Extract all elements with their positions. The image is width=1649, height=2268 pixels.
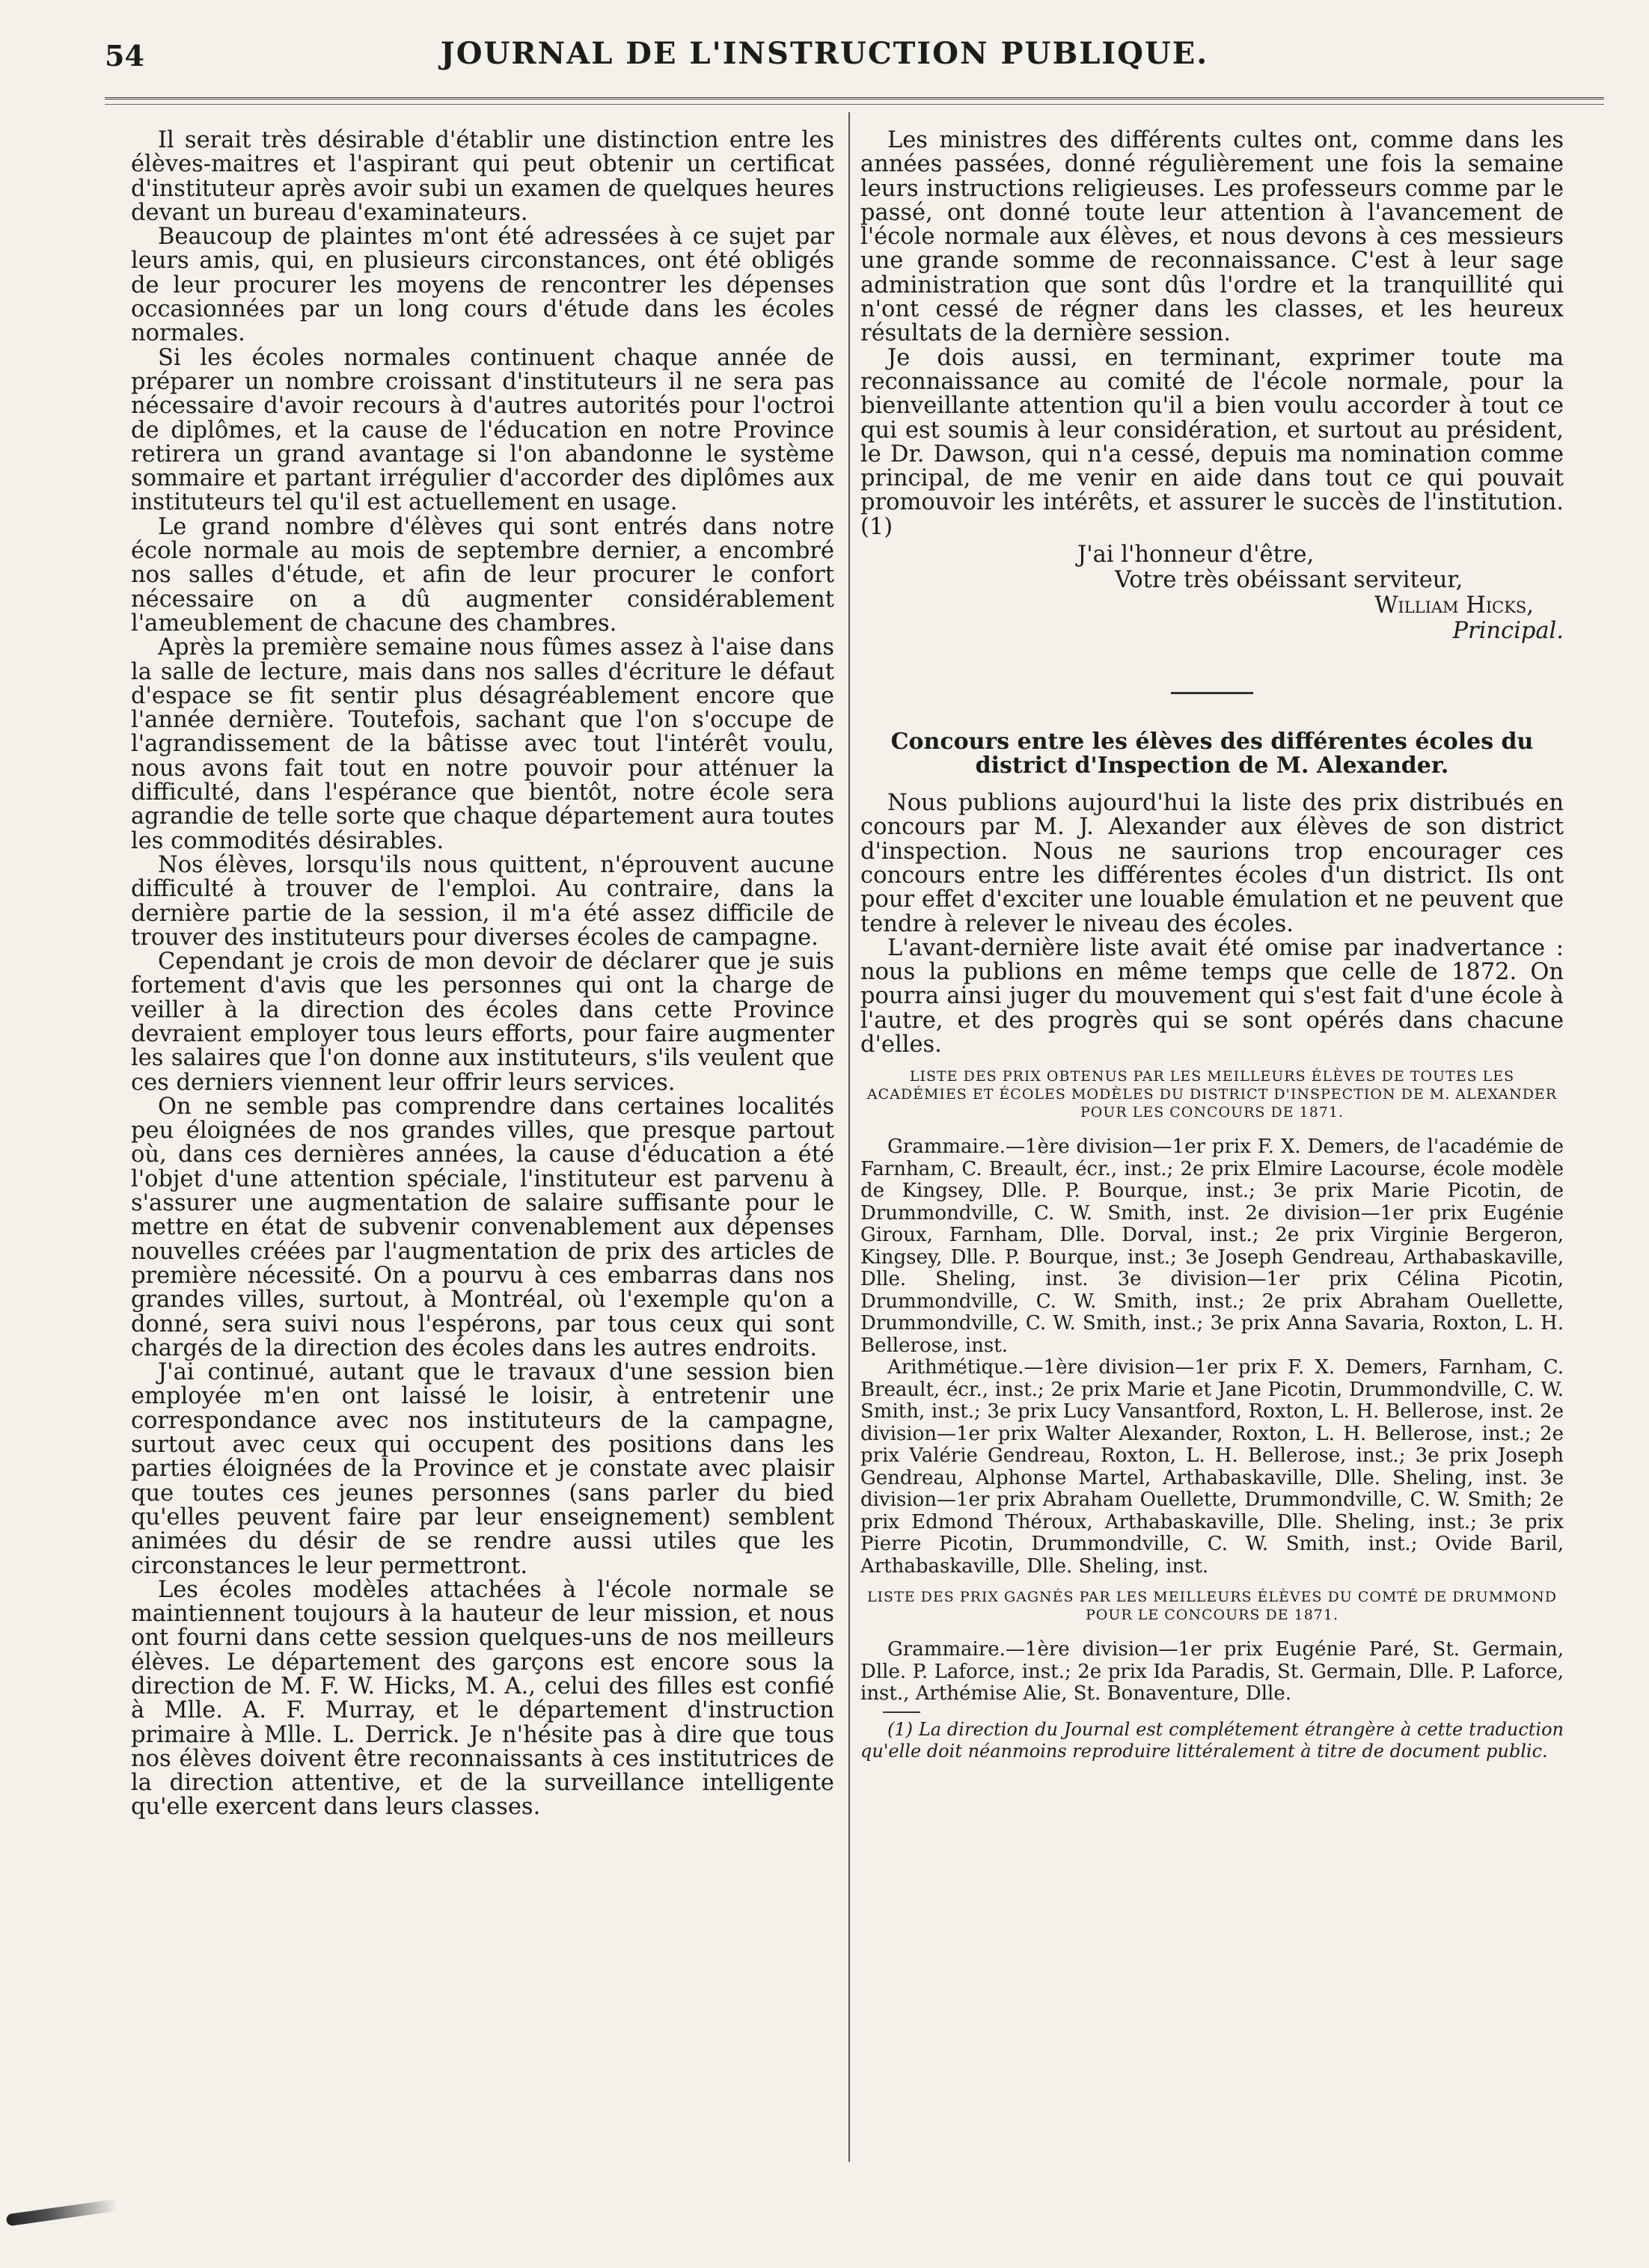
list-item: Grammaire.—1ère division—1er prix F. X. Demers, de l'académie de Farnham, C. Breault, écr., inst.; 2e prix Elmire Lacourse, école modèle de Kingsey, Dlle. P. Bourque, inst.; 3e prix Marie Picotin, de Drummondville, C. W. Smith, inst. 2e division—1er prix Eugénie Giroux, Farnham, Dlle. Dorval, inst.; 2e prix Virginie Bergeron, Kingsey, Dlle. P. Bourque, inst.; 3e Joseph Gendreau, Arthabaskaville, Dlle. Sheling, inst. 3e division—1er prix Célina Picotin, Drummondville, C. W. Smith, inst.; 2e prix Abraham Ouellette, Drummondville, C. W. Smith, inst.; 3e prix Anna Savaria, Roxton, L. H. Bellerose, inst. [860,1135,1564,1357]
paragraph: Beaucoup de plaintes m'ont été adressées à ce sujet par leurs amis, qui, en plusieurs circonstances, ont été obligés de leur procurer les moyens de rencontrer les dépenses occasionnées par un long cours d'étude dans les écoles normales. [131,224,834,347]
paragraph: Il serait très désirable d'établir une distinction entre les élèves-maitres et l'aspirant qui peut obtenir un certificat d'instituteur après avoir subi un examen de quelques heures devant un bureau d'examinateurs. [131,127,835,226]
signoff-closing: Votre très obéissant serviteur, [1115,567,1463,594]
signoff-name: William Hicks, [1374,592,1534,619]
list-item: Arithmétique.—1ère division—1er prix F. X. Demers, Farnham, C. Breault, écr., inst.; 2e prix Marie et Jane Picotin, Drummondville, C. W. Smith, inst.; 3e prix Lucy Vansantford, Roxton, L. H. Bellerose, inst. 2e division—1er prix Walter Alexander, Roxton, L. H. Bellerose, inst.; 2e prix Valérie Gendreau, Roxton, L. H. Bellerose, inst.; 3e prix Joseph Gendreau, Alphonse Martel, Arthabaskaville, Dlle. Sheling, inst. 3e division—1er prix Abraham Ouellette, Drummondville, C. W. Smith; 2e prix Edmond Théroux, Arthabaskaville, Dlle. Sheling, inst.; 3e prix Pierre Picotin, Drummondville, C. W. Smith, inst.; Ovide Baril, Arthabaskaville, Dlle. Sheling, inst. [860,1356,1564,1578]
right-column [860,129,1564,1762]
paragraph: Après la première semaine nous fûmes assez à l'aise dans la salle de lecture, mais dans nos salles d'écriture le défaut d'espace se fit sentir plus désagréablement encore que l'année dernière. Toutefois, sachant que l'on s'occupe de l'agrandissement de la bâtisse avec tout l'intérêt voulu, nous avons fait tout en notre pouvoir pour atténuer la difficulté, dans l'espérance que bientôt, notre école sera agrandie de telle sorte que chaque département aura toutes les commodités désirables. [131,634,834,854]
header-rule [105,97,1604,105]
ink-smudge [6,2199,119,2227]
footnote: (1) La direction du Journal est complétement étrangère à cette traduction qu'elle doit néanmoins reproduire littéralement à titre de document public. [860,1718,1564,1762]
paragraph: Nos élèves, lorsqu'ils nous quittent, n'éprouvent aucune difficulté à trouver de l'emploi. Au contraire, dans la dernière partie de la session, il m'a été assez difficile de trouver des instituteurs pour diverses écoles de campagne. [131,851,834,951]
paragraph: Nous publions aujourd'hui la liste des prix distribués en concours par M. J. Alexander aux élèves de son district d'inspection. Nous ne saurions trop encourager ces concours entre les différentes écoles d'un district. Ils ont pour effet d'exciter une louable émulation et ne peuvent que tendre à relever le niveau des écoles. [860,790,1564,937]
paragraph: Le grand nombre d'élèves qui sont entrés dans notre école normale au mois de septembre dernier, a encombré nos salles d'étude, et afin de leur procurer le confort nécessaire on a dû augmenter considérablement l'ameublement de chacune des chambres. [131,513,834,637]
signoff-role: Principal. [1452,618,1564,645]
paragraph: J'ai continué, autant que le travaux d'une session bien employée m'en ont laissé le loisir, à entretenir une correspondance avec nos instituteurs de la campagne, surtout avec ceux qui occupent des positions dans les parties éloignées de la Province et je constate avec plaisir que toutes ces jeunes personnes (sans parler du bied qu'elles peuvent faire par leur enseignement) semblent animées du désir de se rendre aussi utiles que les circonstances le leur permettront. [131,1359,834,1579]
list-heading: LISTE DES PRIX OBTENUS PAR LES MEILLEURS ÉLÈVES DE TOUTES LES ACADÉMIES ET ÉCOLES MODÈLES DU DISTRICT D'INSPECTION DE M. ALEXANDER POUR LES CONCOURS DE 1871. [866,1068,1558,1121]
column-rule [848,112,850,2162]
section-divider [1171,692,1253,694]
list-heading: LISTE DES PRIX GAGNÉS PAR LES MEILLEURS ÉLÈVES DU COMTÉ DE DRUMMOND POUR LE CONCOURS DE 1871. [866,1589,1558,1624]
section-title: Concours entre les élèves des différentes écoles du district d'Inspection de M. Alexander. [890,729,1534,779]
paragraph: Si les écoles normales continuent chaque année de préparer un nombre croissant d'instituteurs il ne sera pas nécessaire d'avoir recours à d'autres autorités pour l'octroi de diplômes, et la cause de l'éducation en notre Province retirera un grand avantage si l'on abandonne le système sommaire et partant irrégulier d'accorder des diplômes aux instituteurs tel qu'il est actuellement en usage. [131,344,834,516]
paragraph: Les écoles modèles attachées à l'école normale se maintiennent toujours à la hauteur de leur mission, et nous ont fourni dans cette session quelques-uns de nos meilleurs élèves. Le département des garçons est encore sous la direction de M. F. W. Hicks, M. A., celui des filles est confié à Mlle. A. F. Murray, et le département d'instruction primaire à Mlle. L. Derrick. Je n'hésite pas à dire que tous nos élèves doivent être reconnaissants à ces institutrices de la direction attentive, et de la surveillance intelligente qu'elle exercent dans leurs classes. [131,1576,834,1821]
signoff-greeting: J'ai l'honneur d'être, [1077,542,1315,568]
paragraph: On ne semble pas comprendre dans certaines localités peu éloignées de nos grandes villes, que presque partout où, dans ces dernières années, la cause d'éducation a été l'objet d'une attention spéciale, l'instituteur est parvenu à s'assurer une augmentation de salaire suffisante pour le mettre en état de subvenir convenablement aux dépenses nouvelles créées par l'augmentation de prix des articles de première nécessité. On a pourvu à ces embarras dans nos grandes villes, surtout, à Montréal, où l'exemple qu'on a donné, sera suivi nous l'espérons, par tous ceux qui sont chargés de la direction des écoles dans les autres endroits. [131,1093,834,1361]
footnote-rule [883,1711,920,1713]
page-number: 54 [105,39,144,73]
paragraph: Cependant je crois de mon devoir de déclarer que je suis fortement d'avis que les personnes qui ont la charge de veiller à la direction des écoles dans cette Province devraient employer tous leurs efforts, pour faire augmenter les salaires que l'on donne aux instituteurs, s'ils veulent que ces derniers viennent leur offrir leurs services. [131,948,834,1096]
left-column [131,129,834,1820]
prize-list [860,1639,1564,1705]
paragraph: L'avant-dernière liste avait été omise par inadvertance : nous la publions en même temps que celle de 1872. On pourra ainsi juger du mouvement qui s'est fait d'une école à l'autre, et des progrès qui se sont opérés dans chacune d'elles. [860,934,1564,1058]
signoff [860,542,1564,644]
paragraph: Les ministres des différents cultes ont, comme dans les années passées, donné régulièrement une fois la semaine leurs instructions religieuses. Les professeurs comme par le passé, ont donné toute leur attention à l'avancement de l'école normale aux élèves, et nous devons à ces messieurs une grande somme de reconnaissance. C'est à leur sage administration que sont dûs l'ordre et la tranquillité qui n'ont cessé de régner dans les classes, et les heureux résultats de la dernière session. [860,127,1564,347]
list-item: Grammaire.—1ère division—1er prix Eugénie Paré, St. Germain, Dlle. P. Laforce, inst.; 2e prix Ida Paradis, St. Germain, Dlle. P. Laforce, inst., Arthémise Alie, St. Bonaventure, Dlle. [860,1638,1564,1705]
prize-list [860,1136,1564,1578]
running-title: JOURNAL DE L'INSTRUCTION PUBLIQUE. [440,36,1209,71]
paragraph: Je dois aussi, en terminant, exprimer toute ma reconnaissance au comité de l'école normale, pour la bienveillante attention qu'il a bien voulu accorder à tout ce qui est soumis à leur considération, et surtout au président, le Dr. Dawson, qui n'a cessé, depuis ma nomination comme principal, de me venir en aide dans tout ce qui pouvait promouvoir les intérêts, et assurer le succès de l'institution.(1) [860,344,1564,540]
